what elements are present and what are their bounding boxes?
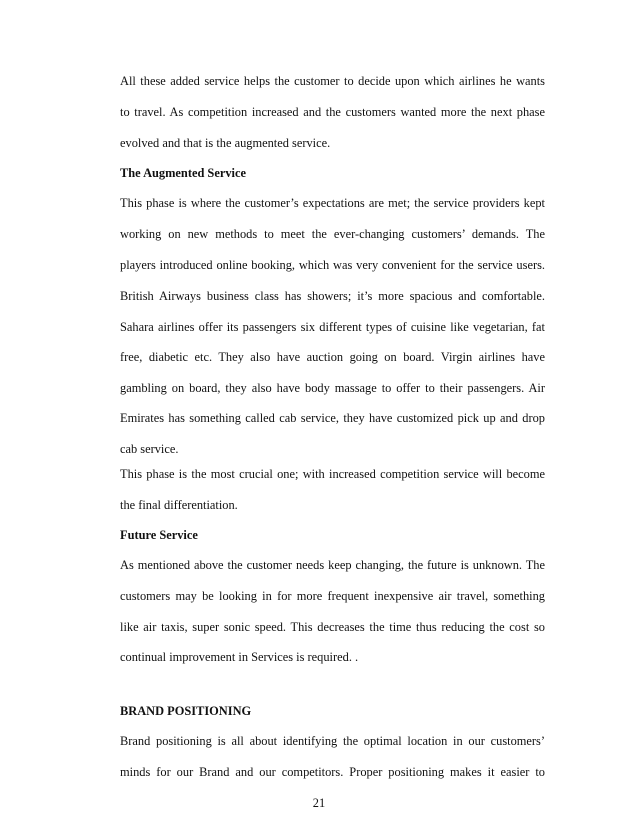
body-text-line: minds for our Brand and our competitors. Proper positioning makes it easier to [120, 765, 545, 779]
body-text-line: cab service. [120, 442, 179, 456]
body-text-line: Brand positioning is all about identifying the optimal location in our customers’ [120, 734, 545, 748]
body-text-line: Emirates has something called cab service, they have customized pick up and drop [120, 411, 545, 425]
body-text-line: to travel. As competition increased and the customers wanted more the next phase [120, 105, 545, 119]
body-text-line: customers may be looking in for more frequent inexpensive air travel, something [120, 589, 545, 603]
body-text-line: This phase is where the customer’s expectations are met; the service providers kept [120, 196, 545, 210]
body-text-line: gambling on board, they also have body massage to offer to their passengers. Air [120, 381, 545, 395]
section-heading-brand-positioning: BRAND POSITIONING [120, 704, 252, 718]
body-text-line: evolved and that is the augmented service. [120, 136, 331, 150]
page-number: 21 [312, 796, 326, 810]
body-text-line: the final differentiation. [120, 498, 238, 512]
body-text-line: players introduced online booking, which was very convenient for the service users. [120, 258, 545, 272]
body-text-line: Sahara airlines offer its passengers six different types of cuisine like vegetarian, fat [120, 320, 545, 334]
body-text-line: working on new methods to meet the ever-changing customers’ demands. The [120, 227, 545, 241]
section-heading-augmented-service: The Augmented Service [120, 166, 246, 180]
body-text-line: British Airways business class has showers; it’s more spacious and comfortable. [120, 289, 545, 303]
section-heading-future-service: Future Service [120, 528, 198, 542]
body-text-line: As mentioned above the customer needs keep changing, the future is unknown. The [120, 558, 545, 572]
body-text-line: continual improvement in Services is required. . [120, 650, 359, 664]
body-text-line: free, diabetic etc. They also have auction going on board. Virgin airlines have [120, 350, 545, 364]
body-text-line: This phase is the most crucial one; with increased competition service will become [120, 467, 545, 481]
body-text-line: like air taxis, super sonic speed. This decreases the time thus reducing the cost so [120, 620, 545, 634]
body-text-line: All these added service helps the customer to decide upon which airlines he wants [120, 74, 545, 88]
